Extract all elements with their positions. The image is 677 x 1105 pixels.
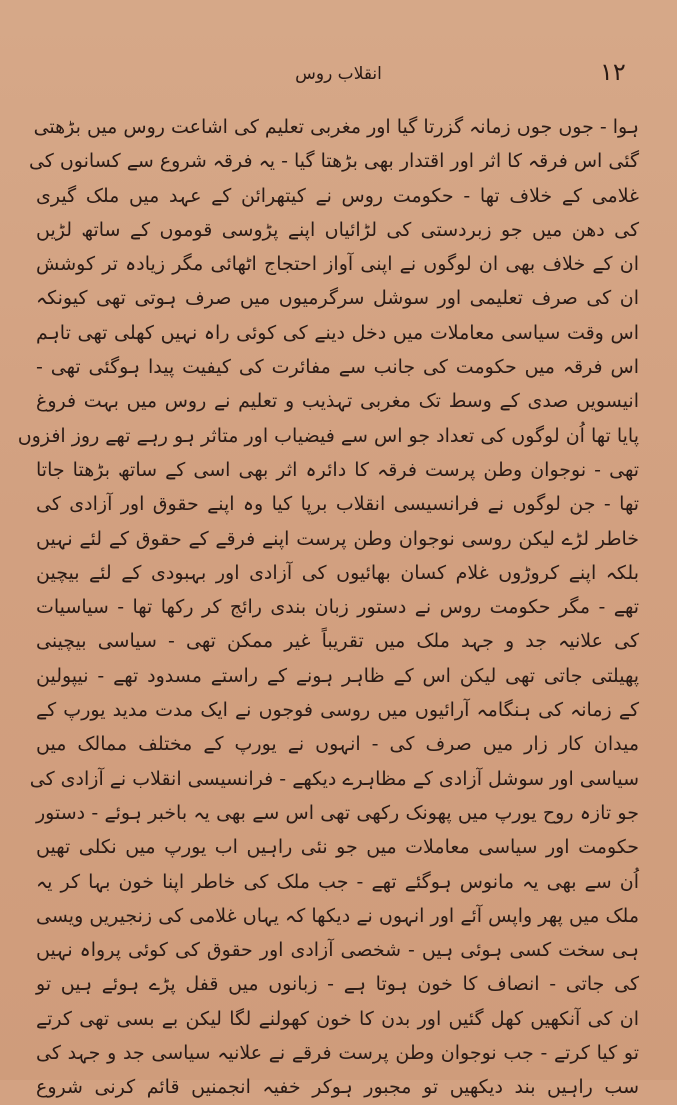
text-line: تو کیا کرتے - جب نوجوان وطن پرست فرقے نے علانیہ سیاسی جد و جہد کی [36,1042,639,1065]
text-line: میدان کار زار میں صرف کی - انہوں نے یورپ کے مختلف ممالک میں [36,733,639,756]
text-line: اس فرقہ میں حکومت کی جانب سے مفائرت کی کیفیت پیدا ہوگئی تھی - [36,356,639,379]
running-header: انقلاب روس [295,64,382,84]
text-line: خاطر لڑے لیکن روسی نوجوان وطن پرست اپنے فرقے کے حقوق کے لئے نہیں [36,527,639,550]
text-line: کے زمانہ کی ہنگامہ آرائیوں میں روسی فوجوں نے ایک مدت مدید یورپ کے [36,699,639,722]
text-line: سب راہیں بند دیکھیں تو مجبور ہوکر خفیہ انجمنیں قائم کرنی شروع [36,1076,639,1099]
text-line: پایا تھا اُن لوگوں کی تعداد جو اس سے فیضیاب اور متاثر ہو رہے تھے روز افزوں [17,424,639,447]
page-number: ۱۲ [600,58,626,86]
text-line: گئی اس فرقہ کا اثر اور اقتدار بھی بڑھتا گیا - یہ فرقہ شروع سے کسانوں کی [28,150,639,173]
text-line: کی دھن میں جو زبردستی کی لڑائیاں اپنے پڑوسی قوموں کے ساتھ لڑیں [36,218,639,241]
text-line: پھیلتی جاتی تھی لیکن اس کے ظاہر ہونے کے راستے مسدود تھے - نیپولین [36,664,639,687]
text-line: ان کی آنکھیں کھل گئیں اور بدن کا خون کھولنے لگا لیکن بے بسی تھی کرتے [36,1007,639,1030]
text-line: تھا - جن لوگوں نے فرانسیسی انقلاب برپا کیا وہ اپنے حقوق اور آزادی کی [36,493,639,516]
text-line: ان کی صرف تعلیمی اور سوشل سرگرمیوں میں صرف ہوتی تھی کیونکہ [36,287,639,310]
text-line: اُن سے بھی یہ مانوس ہوگئے تھے - جب ملک کی خاطر اپنا خون بہا کر یہ [36,870,639,893]
text-line: اس وقت سیاسی معاملات میں دخل دینے کی کوئی راہ نہیں کھلی تھی تاہم [36,321,639,344]
text-line: ملک میں پھر واپس آئے اور انہوں نے دیکھا کہ یہاں غلامی کی زنجیریں ویسی [36,904,639,927]
text-line: سیاسی اور سوشل آزادی کے مظاہرے دیکھے - فرانسیسی انقلاب نے آزادی کی [29,767,639,790]
text-line: ہی سخت کسی ہوئی ہیں - شخصی آزادی اور حقوق کی کوئی پرواہ نہیں [36,939,639,962]
text-line: کی جاتی - انصاف کا خون ہوتا ہے - زبانوں میں قفل پڑے ہوئے ہیں تو [36,973,639,996]
text-line: ان کے خلاف بھی ان لوگوں نے اپنی آواز احتجاج اٹھائی مگر زیادہ تر کوشش [36,253,639,276]
text-line: جو تازہ روح یورپ میں پھونک رکھی تھی اس سے بھی یہ باخبر ہوئے - دستور [36,801,639,824]
text-line: ہوا - جوں جوں زمانہ گزرتا گیا اور مغربی تعلیم کی اشاعت روس میں بڑھتی [33,116,639,138]
text-line: انیسویں صدی کے وسط تک مغربی تہذیب و تعلیم نے روس میں بہت فروغ [36,390,639,413]
text-line: حکومت اور سیاسی معاملات میں جو نئی راہیں اب یورپ میں نکلی تھیں [36,836,639,859]
text-line: کی علانیہ جد و جہد ملک میں تقریباً غیر ممکن تھی - سیاسی بیچینی [36,630,639,653]
body-text [17,110,639,1105]
text-line: تھے - مگر حکومت روس نے دستور زبان بندی رائج کر رکھا تھا - سیاسیات [36,596,639,619]
text-line: بلکہ اپنے کروڑوں غلام کسان بھائیوں کی آزادی اور بہبودی کے لئے بیچین [36,561,639,584]
text-line: غلامی کے خلاف تھا - حکومت روس نے کیتھرائن کے عہد میں ملک گیری [36,184,639,207]
text-line: تھی - نوجوان وطن پرست فرقہ کا دائرہ اثر بھی اسی کے ساتھ بڑھتا جاتا [36,458,639,481]
